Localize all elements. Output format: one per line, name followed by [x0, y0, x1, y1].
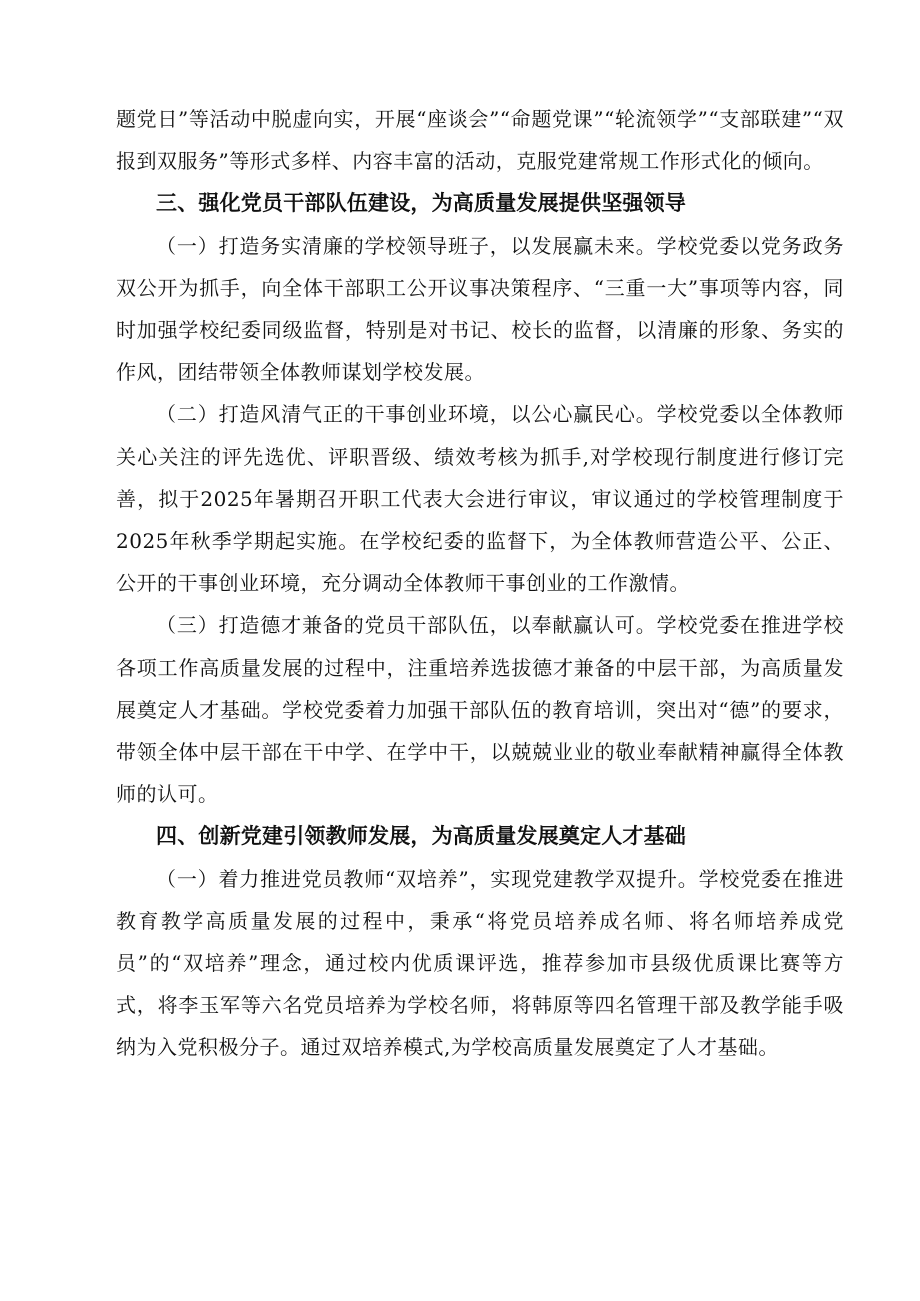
section-heading-4: 四、创新党建引领教师发展，为高质量发展奠定人才基础	[156, 824, 686, 849]
paragraph-3-2: （二）打造风清气正的干事创业环境，以公心赢民心。学校党委以全体教师关心关注的评先选优、评职晋级、绩效考核为抓手,对学校现行制度进行修订完善，拟于2025年暑期召开职工代表大会进行审议，审议通过的学校管理制度于2025年秋季学期起实施。在学校纪委的监督下，为全体教师营造公平、公正、公开的干事创业环境，充分调动全体教师干事创业的工作激情。	[116, 402, 844, 596]
document-body	[116, 98, 844, 1069]
paragraph-3-1: （一）打造务实清廉的学校领导班子，以发展赢未来。学校党委以党务政务双公开为抓手，向全体干部职工公开议事决策程序、“三重一大”事项等内容，同时加强学校纪委同级监督，特别是对书记、校长的监督，以清廉的形象、务实的作风，团结带领全体教师谋划学校发展。	[116, 233, 844, 385]
section-heading-3: 三、强化党员干部队伍建设，为高质量发展提供坚强领导	[156, 191, 686, 216]
paragraph-continuation: 题党日”等活动中脱虚向实，开展“座谈会”“命题党课”“轮流领学”“支部联建”“双报到双服务”等形式多样、内容丰富的活动，克服党建常规工作形式化的倾向。	[116, 107, 844, 174]
paragraph-3-3: （三）打造德才兼备的党员干部队伍，以奉献赢认可。学校党委在推进学校各项工作高质量发展的过程中，注重培养选拔德才兼备的中层干部，为高质量发展奠定人才基础。学校党委着力加强干部队伍的教育培训，突出对“德”的要求，带领全体中层干部在干中学、在学中干，以兢兢业业的敬业奉献精神赢得全体教师的认可。	[116, 613, 844, 807]
paragraph-4-1: （一）着力推进党员教师“双培养”，实现党建教学双提升。学校党委在推进教育教学高质量发展的过程中，秉承“将党员培养成名师、将名师培养成党员”的“双培养”理念，通过校内优质课评选，推荐参加市县级优质课比赛等方式，将李玉军等六名党员培养为学校名师，将韩原等四名管理干部及教学能手吸纳为入党积极分子。通过双培养模式,为学校高质量发展奠定了人才基础。	[116, 866, 844, 1060]
